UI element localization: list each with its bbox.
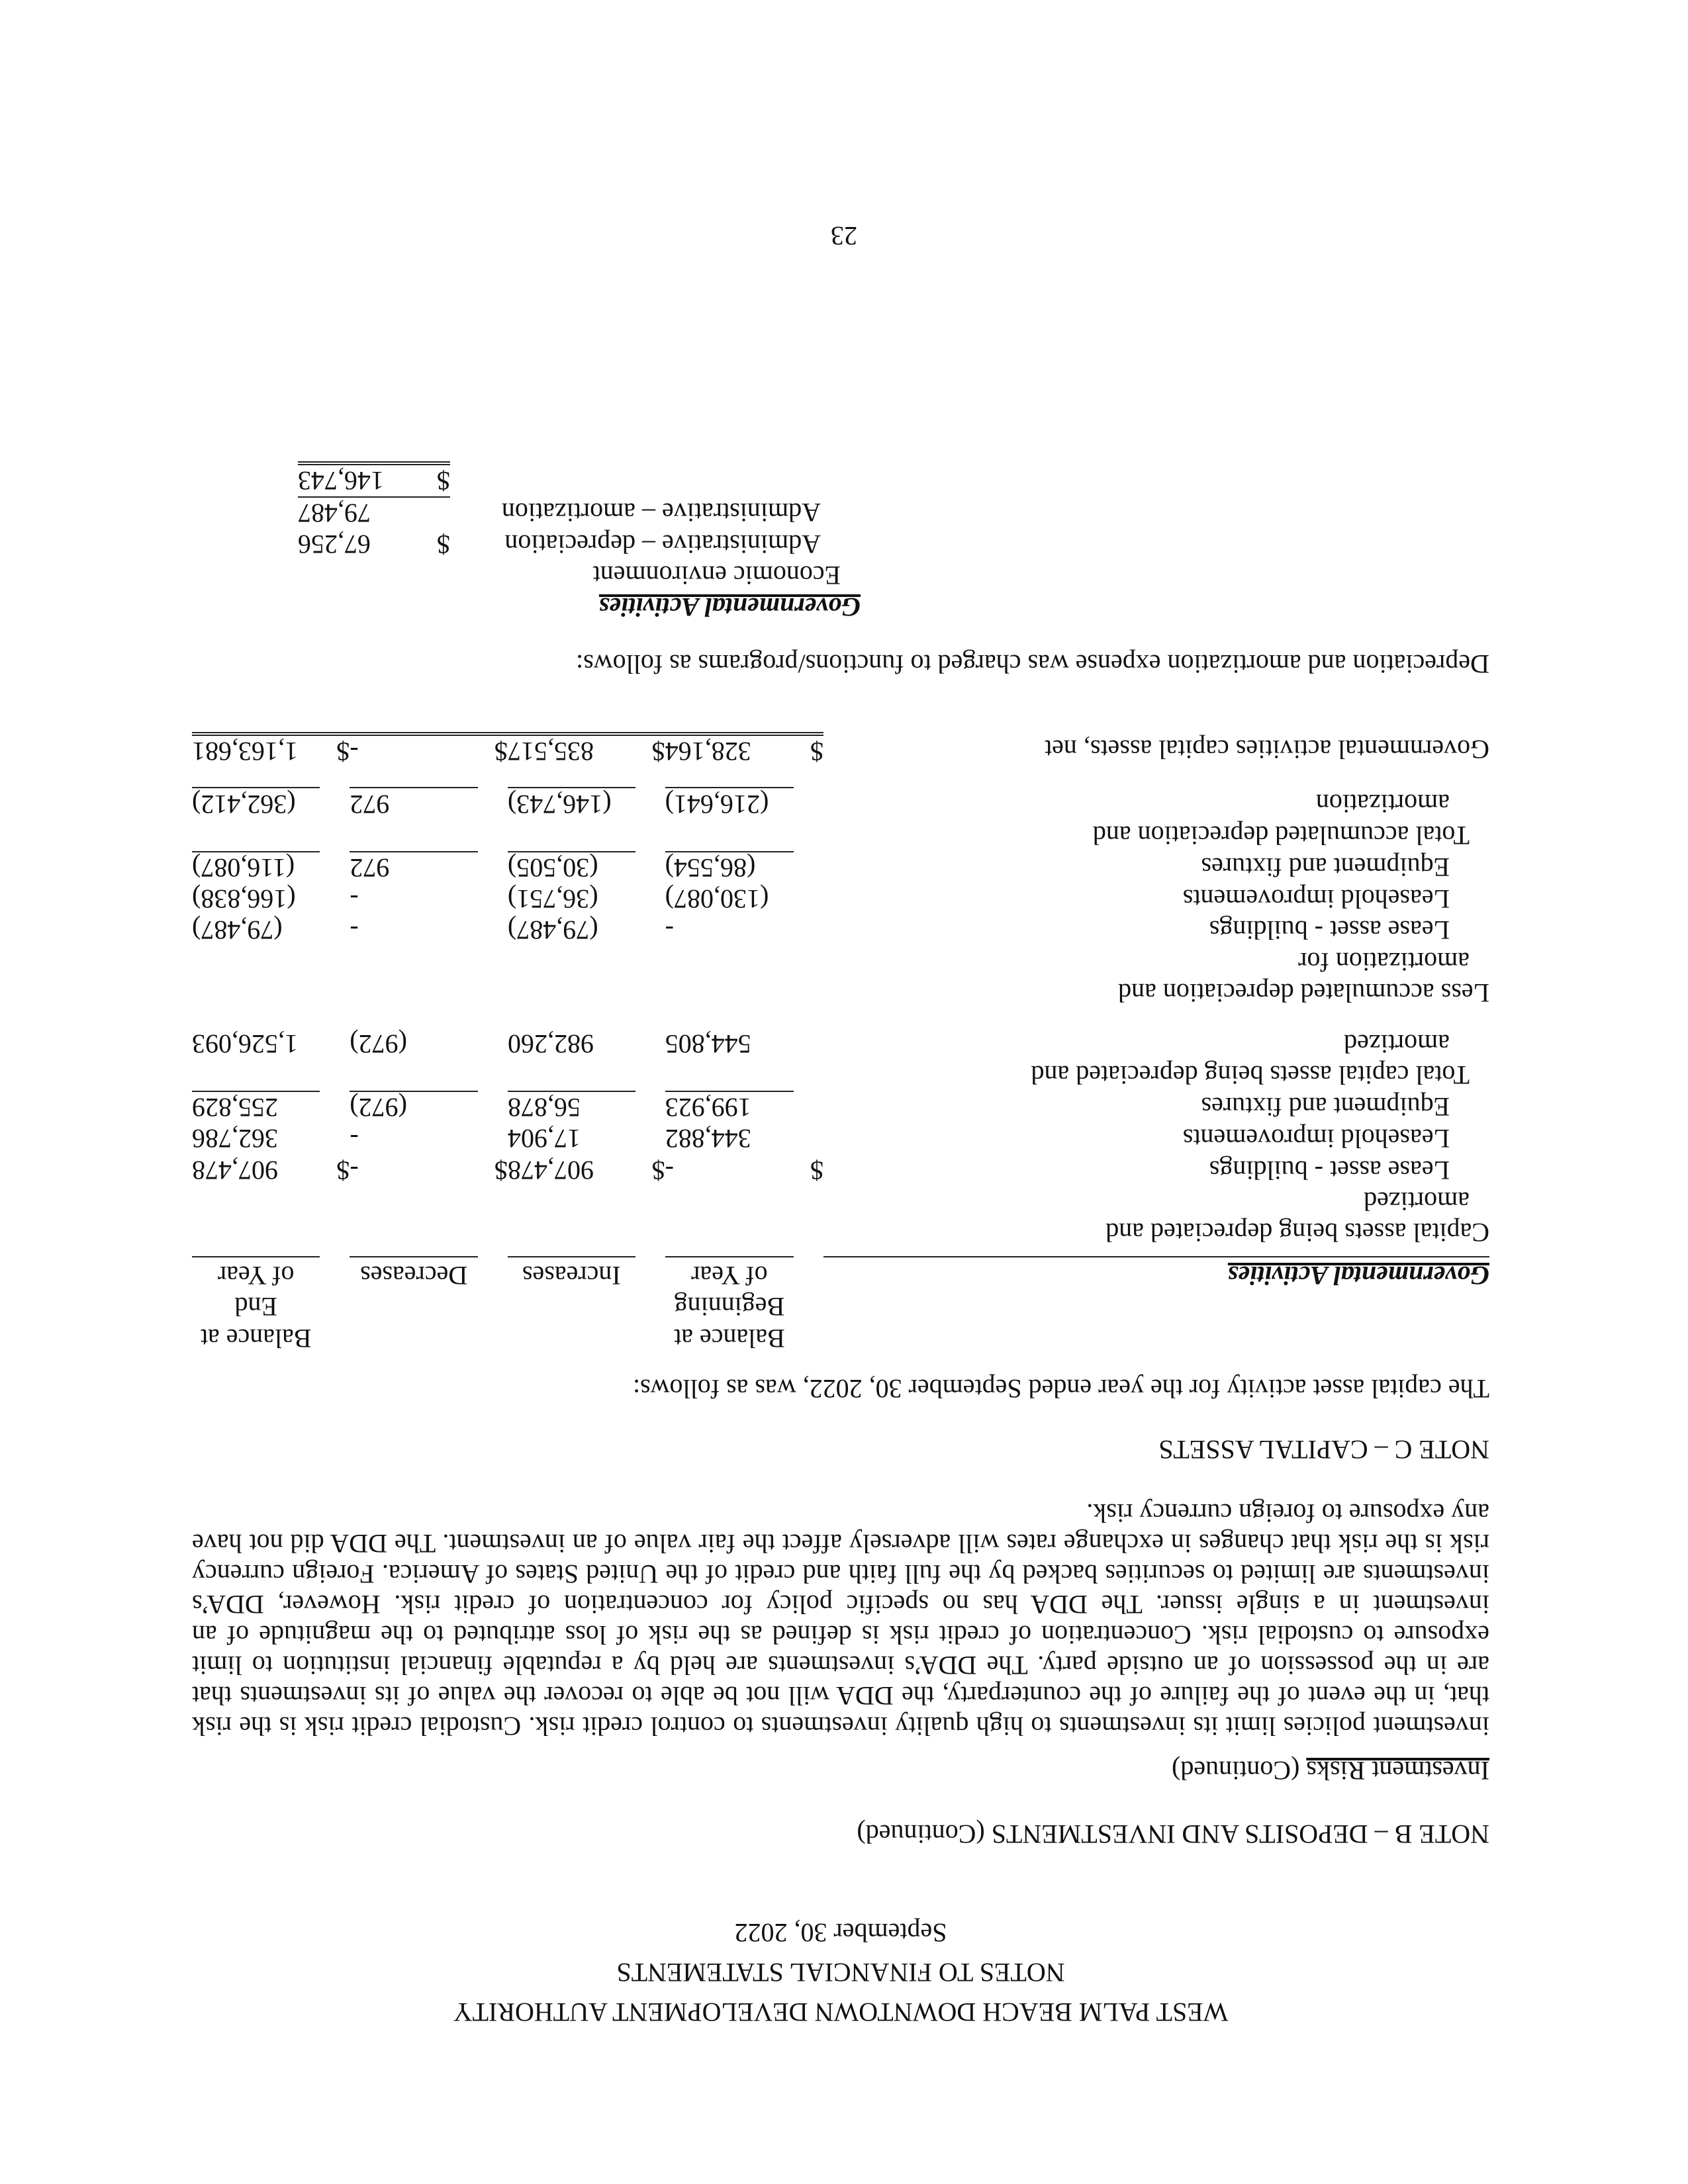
table-row: Leasehold improvements (130,087) (36,751) - (166,838) <box>192 884 1450 915</box>
page-header <box>192 1913 1489 2032</box>
total-row: amortized 544,805 982,260 (972) 1,526,093 <box>192 1028 1450 1059</box>
investment-risks-label: Investment Risks <box>1306 1756 1489 1786</box>
section-label-row: amortized <box>1364 1186 1470 1216</box>
table-row: Administrative – amortization 79,487 <box>298 498 821 529</box>
economic-environment-label: Economic environment <box>592 561 841 591</box>
org-name: WEST PALM BEACH DOWNTOWN DEVELOPMENT AUTHORITY <box>453 1997 1229 2027</box>
note-c-intro: The capital asset activity for the year ended September 30, 2022, was as follows: <box>632 1374 1489 1404</box>
table-row: Administrative – depreciation $ 67,256 <box>298 529 821 560</box>
section-label-row: Less accumulated depreciation and <box>1118 978 1489 1008</box>
investment-risks-heading <box>192 1756 1489 1786</box>
page-title: NOTES TO FINANCIAL STATEMENTS <box>616 1958 1065 1987</box>
total-row: amortization (216,641) (146,743) 972 (362,412) <box>192 788 1450 819</box>
governmental-activities-header: Governmental Activities <box>1227 1261 1489 1291</box>
table-row: Lease asset - buildings - (79,487) - (79,487) <box>192 915 1450 946</box>
section-label-row: Capital assets being depreciated and <box>1105 1218 1489 1248</box>
statement-date: September 30, 2022 <box>734 1918 947 1948</box>
table-row: Lease asset - buildings $ - $ 907,478 $ - $ 907,478 <box>192 1155 1450 1185</box>
beginning-balance-header: Balance at Beginning of Year <box>665 1257 794 1354</box>
page-number: 23 <box>831 221 857 251</box>
depreciation-table <box>298 461 861 623</box>
section-label-row: amortization for <box>1298 946 1470 977</box>
decreases-header: Decreases <box>350 1257 478 1354</box>
investment-risks-continued: (Continued) <box>1172 1756 1307 1786</box>
table-row: Leasehold improvements 344,882 17,904 - 362,786 <box>192 1124 1450 1154</box>
table-header-row <box>192 1257 1489 1354</box>
capital-assets-table <box>192 732 1489 1353</box>
total-row-label: Total accumulated depreciation and <box>1092 820 1470 850</box>
table-row: Equipment and fixtures 199,923 56,878 (972) 255,829 <box>192 1092 1450 1123</box>
increases-header: Increases <box>508 1257 635 1354</box>
investment-risks-paragraph: investment policies limit its investments to high quality investments to control credit risk. Custodial credit risk is the risk that, in the event of the failure of the counterparty, the DDA will not be able to recover the value of its investments that are in the possession of an outside party. The DDA’s investments are held by a reputable financial institution to limit exposure to custodial risk. Concentration of credit risk is defined as the risk of loss attributed to the magnitude of an investment in a single issuer. The DDA has no specific policy for concentration of credit risk. However, DDA’s investments are limited to securities backed by the full faith and credit of the United States of America. Foreign currency risk is the risk that changes in exchange rates will adversely affect the fair value of an investment. The DDA did not have any exposure to foreign currency risk. <box>192 1498 1489 1741</box>
net-capital-assets-row: Governmental activities capital assets, net $ 328,164 $ 835,517 $ - $ 1,163,681 <box>192 735 1489 767</box>
total-row: $ 146,743 <box>298 463 861 497</box>
governmental-activities-subheading: Governmental Activities <box>598 592 861 622</box>
note-b-title: NOTE B – DEPOSITS AND INVESTMENTS (Continued) <box>857 1819 1489 1849</box>
total-row-label: Total capital assets being depreciated and <box>1031 1060 1470 1091</box>
depreciation-intro: Depreciation and amortization expense was charged to functions/programs as follows: <box>576 649 1489 680</box>
table-row: Equipment and fixtures (86,554) (30,505) 972 (116,087) <box>192 852 1450 883</box>
ending-balance-header: Balance at End of Year <box>192 1257 320 1354</box>
page-content <box>192 461 1489 2032</box>
note-c-title: NOTE C – CAPITAL ASSETS <box>1158 1434 1489 1465</box>
